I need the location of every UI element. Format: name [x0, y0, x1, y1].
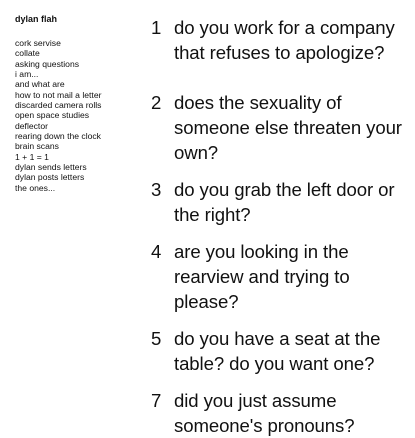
question-text: do you grab the left door or the right? — [174, 179, 395, 225]
question-text: are you looking in the rearview and trying to please? — [174, 241, 350, 312]
question-item — [151, 15, 415, 90]
question-item — [151, 326, 415, 388]
question-number: 7 — [151, 390, 162, 411]
question-item — [151, 388, 415, 438]
question-text: did you just assume someone's pronouns? — [174, 390, 355, 436]
nav-link-open-space-studies[interactable]: open space studies — [15, 110, 90, 121]
question-text: do you have a seat at the table? do you want one? — [174, 328, 381, 374]
nav-link-cork-servise[interactable]: cork servise — [15, 38, 61, 48]
nav-link-the-ones[interactable]: the ones... — [15, 182, 56, 193]
nav-link-discarded-camera-rolls[interactable]: discarded camera rolls — [15, 100, 102, 111]
question-item — [151, 239, 415, 326]
nav-list — [15, 38, 140, 193]
nav-link-how-to-not-mail-a-letter[interactable]: how to not mail a letter — [15, 89, 102, 100]
nav-link-brain-scans[interactable]: brain scans — [15, 141, 59, 152]
nav-link-collate[interactable]: collate — [15, 48, 40, 59]
nav-link-dylan-sends-letters[interactable]: dylan sends letters — [15, 162, 87, 173]
question-text: does the sexuality of someone else threaten your own? — [174, 92, 402, 163]
question-text: do you work for a company that refuses to apologize? — [174, 17, 395, 63]
question-item — [151, 177, 415, 239]
nav-link-i-am[interactable]: i am... — [15, 69, 39, 80]
question-item — [151, 90, 415, 177]
question-number: 1 — [151, 17, 162, 38]
question-number: 3 — [151, 179, 162, 200]
nav-link-deflector[interactable]: deflector — [15, 120, 48, 131]
question-number: 2 — [151, 92, 162, 113]
sidebar-nav — [15, 14, 140, 193]
nav-link-and-what-are[interactable]: and what are — [15, 79, 65, 90]
site-title-link[interactable]: dylan flah — [15, 14, 58, 24]
nav-link-dylan-posts-letters[interactable]: dylan posts letters — [15, 172, 85, 183]
nav-link-rearing-down-the-clock[interactable]: rearing down the clock — [15, 131, 101, 142]
question-number: 4 — [151, 241, 162, 262]
nav-link-one-plus-one[interactable]: 1 + 1 = 1 — [15, 151, 49, 162]
questions-list — [151, 15, 415, 438]
nav-link-asking-questions[interactable]: asking questions — [15, 58, 80, 69]
question-number: 5 — [151, 328, 162, 349]
